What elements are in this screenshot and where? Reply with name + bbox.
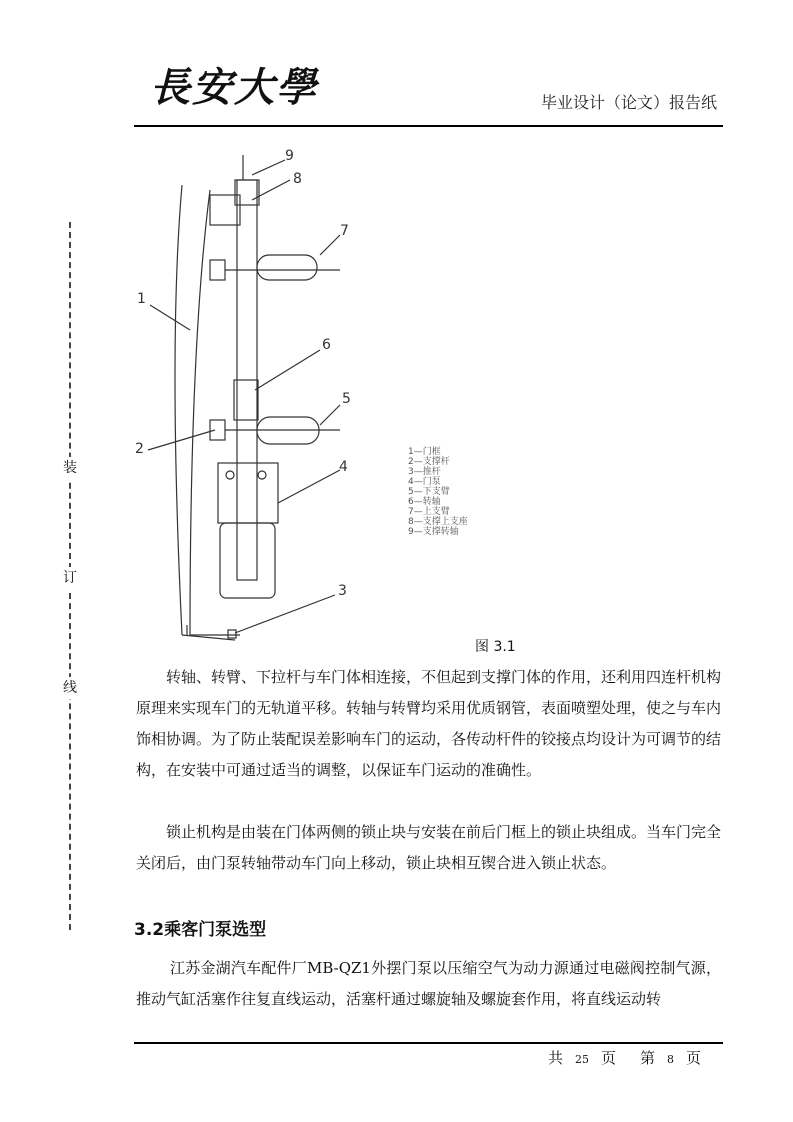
total-label: 共 <box>548 1049 564 1067</box>
binding-char-ding: 订 <box>61 567 79 589</box>
total-pages: 25 <box>575 1053 590 1066</box>
upper-arm <box>257 255 317 280</box>
door-frame-inner <box>190 190 210 635</box>
callout-6: 6 <box>322 337 331 353</box>
binding-char-xian: 线 <box>61 677 79 699</box>
door-frame-line <box>175 185 182 635</box>
legend-item: 4—门泵 <box>408 477 441 487</box>
header-rule <box>134 125 723 127</box>
legend-item: 2—支撑杆 <box>408 457 450 467</box>
callout-1: 1 <box>137 291 146 307</box>
callout-5: 5 <box>342 391 351 407</box>
callout-8: 8 <box>293 171 302 187</box>
callout-4: 4 <box>339 459 348 475</box>
university-logo: 長安大學 <box>150 64 318 111</box>
callout-7: 7 <box>340 223 349 239</box>
legend-item: 6—转轴 <box>408 497 441 507</box>
paragraph-pump: 江苏金湖汽车配件厂MB-QZ1外摆门泵以压缩空气为动力源通过电磁阀控制气源，推动气缸活塞作往复直线运动，活塞杆通过螺旋轴及螺旋套作用，将直线运动转 <box>136 959 721 1008</box>
current-label: 第 <box>640 1049 656 1067</box>
current-unit: 页 <box>686 1049 702 1067</box>
paragraph-lock: 锁止机构是由装在门体两侧的锁止块与安装在前后门框上的锁止块组成。当车门完全关闭后，由门泵转轴带动车门向上移动，锁止块相互锲合进入锁止状态。 <box>136 823 722 872</box>
section-heading: 3.2乘客门泵选型 <box>134 920 267 940</box>
header-title: 毕业设计（论文）报告纸 <box>541 93 718 112</box>
callout-9: 9 <box>285 148 294 164</box>
figure-caption: 图 3.1 <box>475 639 516 655</box>
binding-char-zhuang: 装 <box>61 457 79 479</box>
legend-item: 8—支撑上支座 <box>408 517 468 527</box>
legend-item: 9—支撑转轴 <box>408 527 459 537</box>
legend-item: 7—上支臂 <box>408 507 450 517</box>
legend-item: 3—推杆 <box>408 467 441 477</box>
paragraph-linkage: 转轴、转臂、下拉杆与车门体相连接，不但起到支撑门体的作用，还利用四连杆机构原理来实现车门的无轨道平移。转轴与转臂均采用优质钢管，表面喷塑处理，使之与车内饰相协调。为了防止装配误差影响车门的运动，各传动杆件的铰接点均设计为可调节的结构，在安装中可通过适当的调整，以保证车门运动的准确性。 <box>136 668 722 779</box>
page-counter <box>548 1047 701 1068</box>
legend-item: 5—下支臂 <box>408 487 450 497</box>
callout-2: 2 <box>135 441 144 457</box>
footer-rule <box>134 1042 723 1044</box>
total-unit: 页 <box>601 1049 617 1067</box>
callout-3: 3 <box>338 583 347 599</box>
door-mechanism-drawing <box>130 145 475 645</box>
figure-legend <box>408 447 468 537</box>
legend-item: 1—门框 <box>408 447 441 457</box>
current-page: 8 <box>667 1053 675 1066</box>
